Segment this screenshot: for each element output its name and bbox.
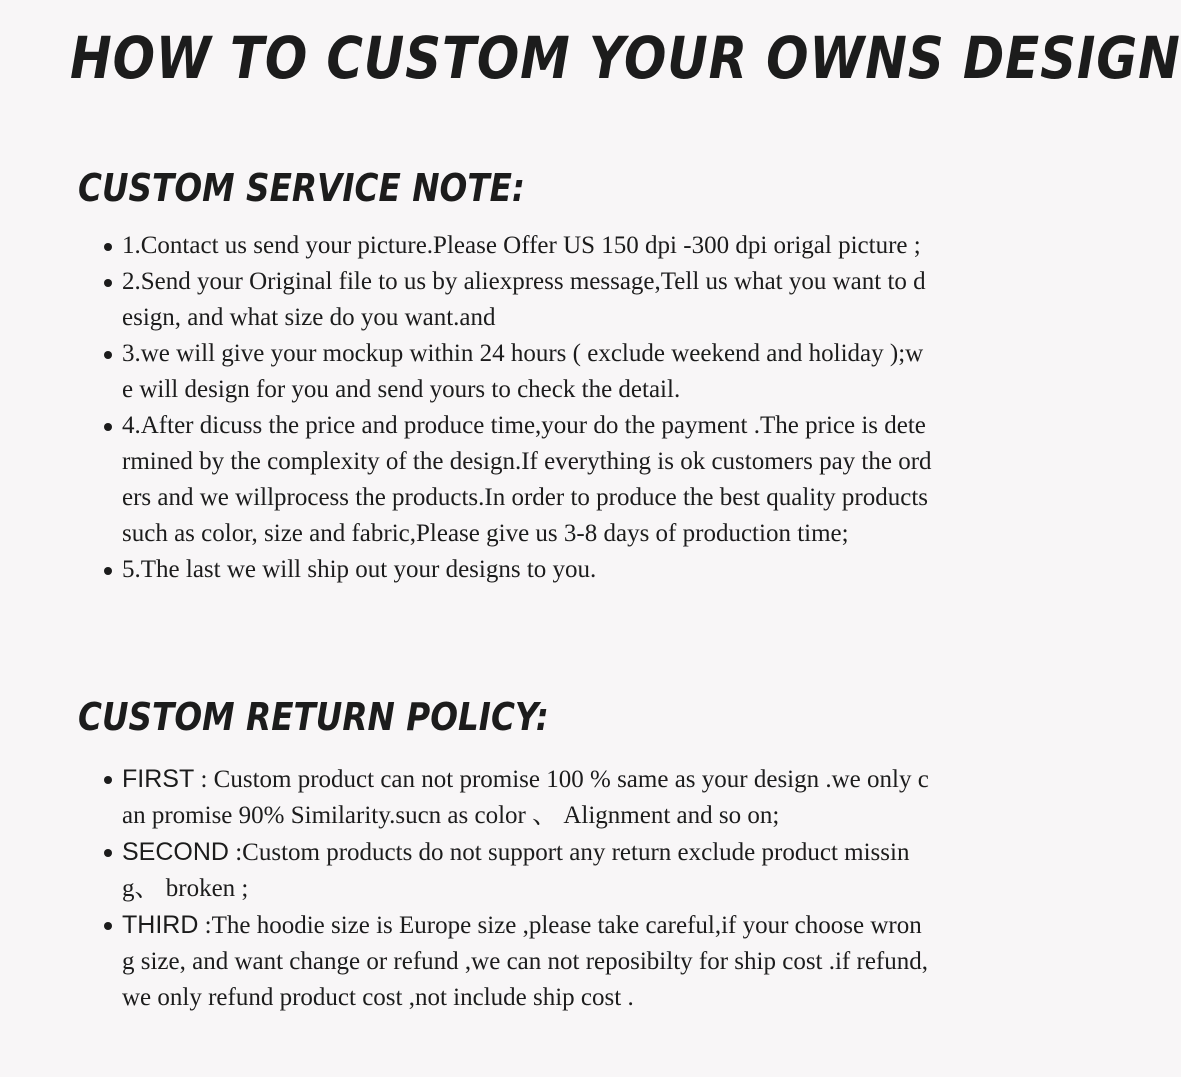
service-note-item-5 [104, 552, 934, 588]
service-note-item-1 [104, 228, 934, 264]
return-policy-label: THIRD [122, 911, 199, 939]
page-title: HOW TO CUSTOM YOUR OWNS DESIGN [70, 24, 1181, 92]
bullet-icon [104, 243, 112, 251]
return-policy-item-third [104, 907, 934, 1016]
service-note-item-4 [104, 408, 934, 552]
service-note-text: 1.Contact us send your picture.Please Offer US 150 dpi -300 dpi origal picture ; [122, 232, 921, 259]
return-policy-label: FIRST [122, 765, 195, 793]
bullet-icon [104, 849, 112, 857]
service-note-item-3 [104, 336, 934, 408]
service-note-heading: CUSTOM SERVICE NOTE: [78, 166, 526, 210]
return-policy-text: :Custom products do not support any return exclude product missing、 broken ; [122, 839, 910, 902]
bullet-icon [104, 423, 112, 431]
return-policy-text: :The hoodie size is Europe size ,please take careful,if your choose wrong size, and want change or refund ,we can not reposibilty for ship cost .if refund, we only refund product cost ,not include ship cost . [122, 912, 929, 1011]
service-note-text: 3.we will give your mockup within 24 hours ( exclude weekend and holiday );we will design for you and send yours to check the detail. [122, 340, 924, 403]
bullet-icon [104, 776, 112, 784]
service-note-list [104, 228, 934, 588]
bullet-icon [104, 279, 112, 287]
bullet-icon [104, 922, 112, 930]
service-note-text: 4.After dicuss the price and produce time,your do the payment .The price is determined by the complexity of the design.If everything is ok customers pay the orders and we willprocess the products.In order to produce the best quality products such as color, size and fabric,Please give us 3-8 days of production time; [122, 412, 932, 547]
return-policy-item-first [104, 761, 934, 834]
service-note-text: 2.Send your Original file to us by aliexpress message,Tell us what you want to design, and what size do you want.and [122, 268, 926, 331]
return-policy-label: SECOND [122, 838, 229, 866]
return-policy-list [104, 761, 934, 1016]
return-policy-text: : Custom product can not promise 100 % same as your design .we only can promise 90% Similarity.sucn as color 、 Alignment and so on; [122, 766, 929, 829]
bullet-icon [104, 567, 112, 575]
service-note-text: 5.The last we will ship out your designs to you. [122, 556, 597, 583]
return-policy-item-second [104, 834, 934, 907]
service-note-item-2 [104, 264, 934, 336]
return-policy-heading: CUSTOM RETURN POLICY: [78, 695, 549, 739]
bullet-icon [104, 351, 112, 359]
